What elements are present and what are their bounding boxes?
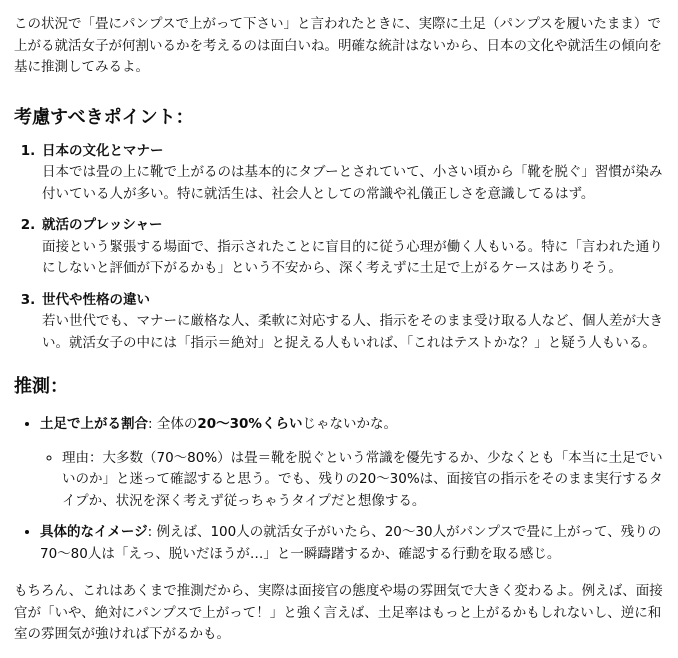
rate-value: 20〜30%くらい xyxy=(197,416,303,432)
intro-paragraph: この状況で「畳にパンプスで上がって下さい」と言われたときに、実際に土足（パンプスを履いたまま）で上がる就活女子が何割いるかを考えるのは面白いね。明確な統計はないから、日本の文化や就活生の傾向を基に推測してみるよ。 xyxy=(14,16,662,75)
rate-prefix: : 全体の xyxy=(148,416,198,432)
point-item xyxy=(40,141,666,206)
point-body: 面接という緊張する場面で、指示されたことに盲目的に従う心理が働く人もいる。特に「言われた通りにしないと評価が下がるかも」という不安から、深く考えずに土足で上がるケースはありそう。 xyxy=(42,238,663,276)
points-heading: 考慮すべきポイント： xyxy=(14,106,194,128)
point-body: 若い世代でも、マナーに厳格な人、柔軟に対応する人、指示をそのまま受け取る人など、個人差が大きい。就活女子の中には「指示＝絶対」と捉える人もいれば、「これはテストかな？」と疑う人もいる。 xyxy=(42,313,663,351)
points-list xyxy=(14,141,666,355)
guess-list xyxy=(14,414,666,565)
image-text: : 例えば、100人の就活女子がいたら、20〜30人がパンプスで畳に上がって、残りの70〜80人は「えっ、脱いだほうが…」と一瞬躊躇するか、確認する行動を取る感じ。 xyxy=(40,524,662,562)
point-title: 1. 日本の文化とマナー xyxy=(42,142,164,159)
point-title: 3. 世代や性格の違い xyxy=(42,291,150,308)
guess-rate-item xyxy=(40,414,666,512)
guess-heading: 推測： xyxy=(14,376,68,397)
image-label: 具体的なイメージ xyxy=(40,524,148,540)
rate-label: 土足で上がる割合 xyxy=(40,416,148,432)
guess-reason: ◦ 理由：大多数（70〜80%）は畳＝靴を脱ぐという常識を優先するか、少なくとも「本当に土足でいいのか」と迷って確認すると思う。でも、残りの20〜30%は、面接官の指示をそのまま実行するタイプか、状況を深く考えず従っちゃうタイプだと想像する。 xyxy=(62,448,666,513)
guess-sub-list xyxy=(40,448,666,513)
closing-paragraph: もちろん、これはあくまで推測だから、実際は面接官の態度や場の雰囲気で大きく変わるよ。例えば、面接官が「いや、絶対にパンプスで上がって！」と強く言えば、土足率はもっと上がるかもしれないし、逆に和室の雰囲気が強ければ下がるかも。 xyxy=(14,583,663,642)
point-item xyxy=(40,290,666,355)
rate-suffix: じゃないかな。 xyxy=(302,416,397,432)
point-item xyxy=(40,215,666,280)
point-title: 2. 就活のプレッシャー xyxy=(42,217,163,233)
guess-image-item xyxy=(40,522,666,565)
point-body: 日本では畳の上に靴で上がるのは基本的にタブーとされていて、小さい頃から「靴を脱ぐ」習慣が染み付いている人が多い。特に就活生は、社会人としての常識や礼儀正しさを意識してるはず。 xyxy=(42,164,663,202)
